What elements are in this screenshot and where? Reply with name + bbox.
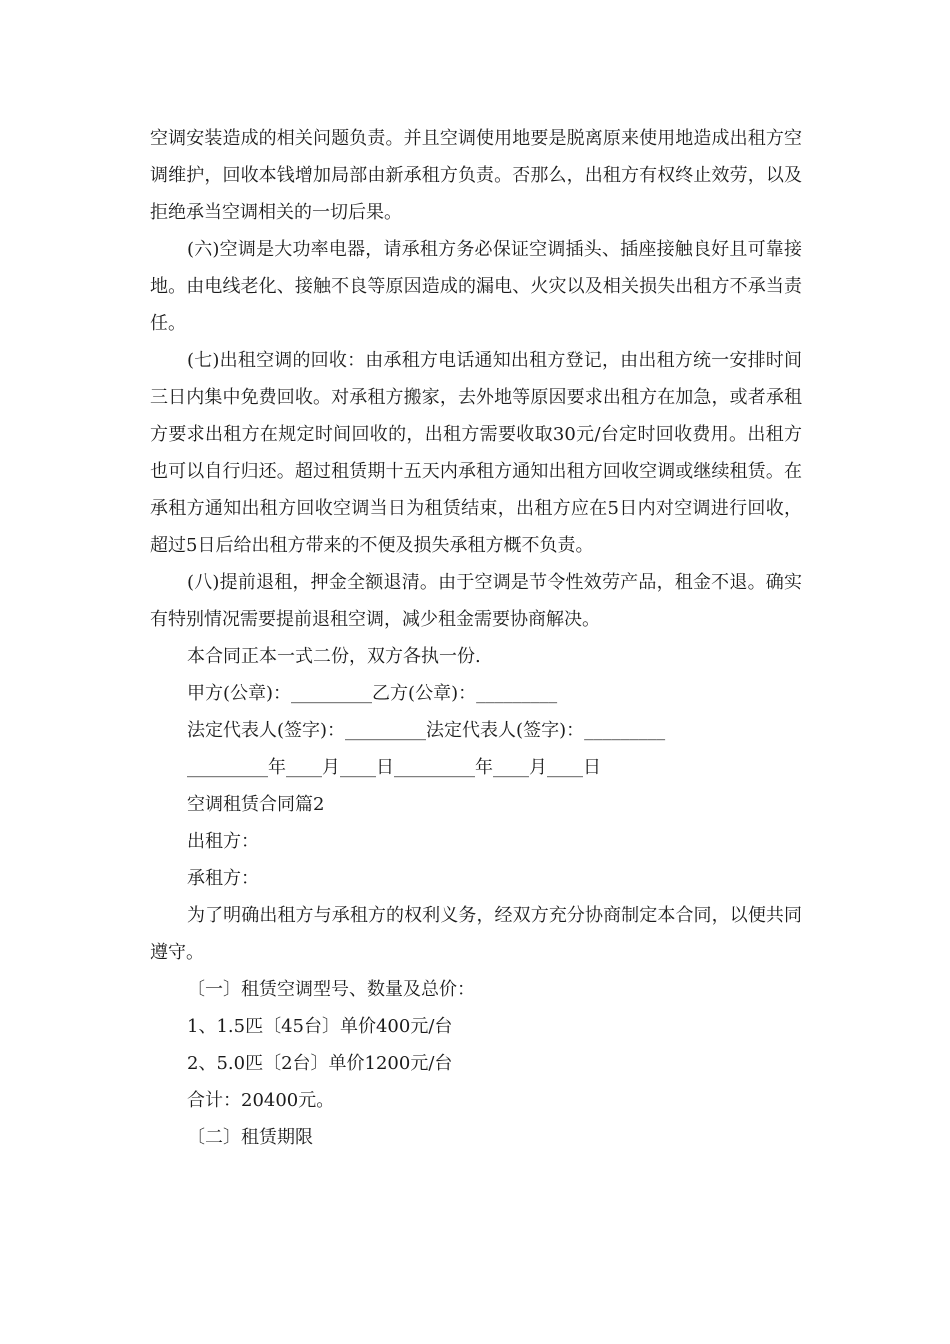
signature-date-line: _________年____月____日_________年____月____日 <box>187 757 601 778</box>
signature-seal-line: 甲方(公章)：_________乙方(公章)：_________ <box>187 683 558 704</box>
total-line: 合计：20400元。 <box>187 1090 335 1111</box>
paragraph-clause-6: (六)空调是大功率电器，请承租方务必保证空调插头、插座接触良好且可靠接地。由电线老化、接触不良等原因造成的漏电、火灾以及相关损失出租方不承当责任。 <box>150 239 802 334</box>
item-line-2: 2、5.0匹〔2台〕单价1200元/台 <box>187 1053 453 1074</box>
document-body <box>150 120 802 1156</box>
clause-heading-2: 〔二〕租赁期限 <box>187 1127 313 1148</box>
copies-statement: 本合同正本一式二份，双方各执一份. <box>187 646 481 667</box>
section-title: 空调租赁合同篇2 <box>187 794 325 815</box>
paragraph-clause-7: (七)出租空调的回收：由承租方电话通知出租方登记，由出租方统一安排时间三日内集中免费回收。对承租方搬家，去外地等原因要求出租方在加急，或者承租方要求出租方在规定时间回收的，出租方需要收取30元/台定时回收费用。出租方也可以自行归还。超过租赁期十五天内承租方通知出租方回收空调或继续租赁。在承租方通知出租方回收空调当日为租赁结束，出租方应在5日内对空调进行回收，超过5日后给出租方带来的不便及损失承租方概不负责。 <box>150 350 802 556</box>
lessee-field: 承租方： <box>187 868 259 889</box>
signature-representative-line: 法定代表人(签字)：_________法定代表人(签字)：_________ <box>187 720 666 741</box>
paragraph-clause-8: (八)提前退租，押金全额退清。由于空调是节令性效劳产品，租金不退。确实有特别情况需要提前退租空调，减少租金需要协商解决。 <box>150 572 802 630</box>
preamble-paragraph: 为了明确出租方与承租方的权利义务，经双方充分协商制定本合同，以便共同遵守。 <box>150 905 802 963</box>
item-line-1: 1、1.5匹〔45台〕单价400元/台 <box>187 1016 453 1037</box>
clause-heading-1: 〔一〕租赁空调型号、数量及总价： <box>187 979 475 1000</box>
paragraph-continuation: 空调安装造成的相关问题负责。并且空调使用地要是脱离原来使用地造成出租方空调维护，回收本钱增加局部由新承租方负责。否那么，出租方有权终止效劳，以及拒绝承当空调相关的一切后果。 <box>150 128 802 223</box>
lessor-field: 出租方： <box>187 831 259 852</box>
